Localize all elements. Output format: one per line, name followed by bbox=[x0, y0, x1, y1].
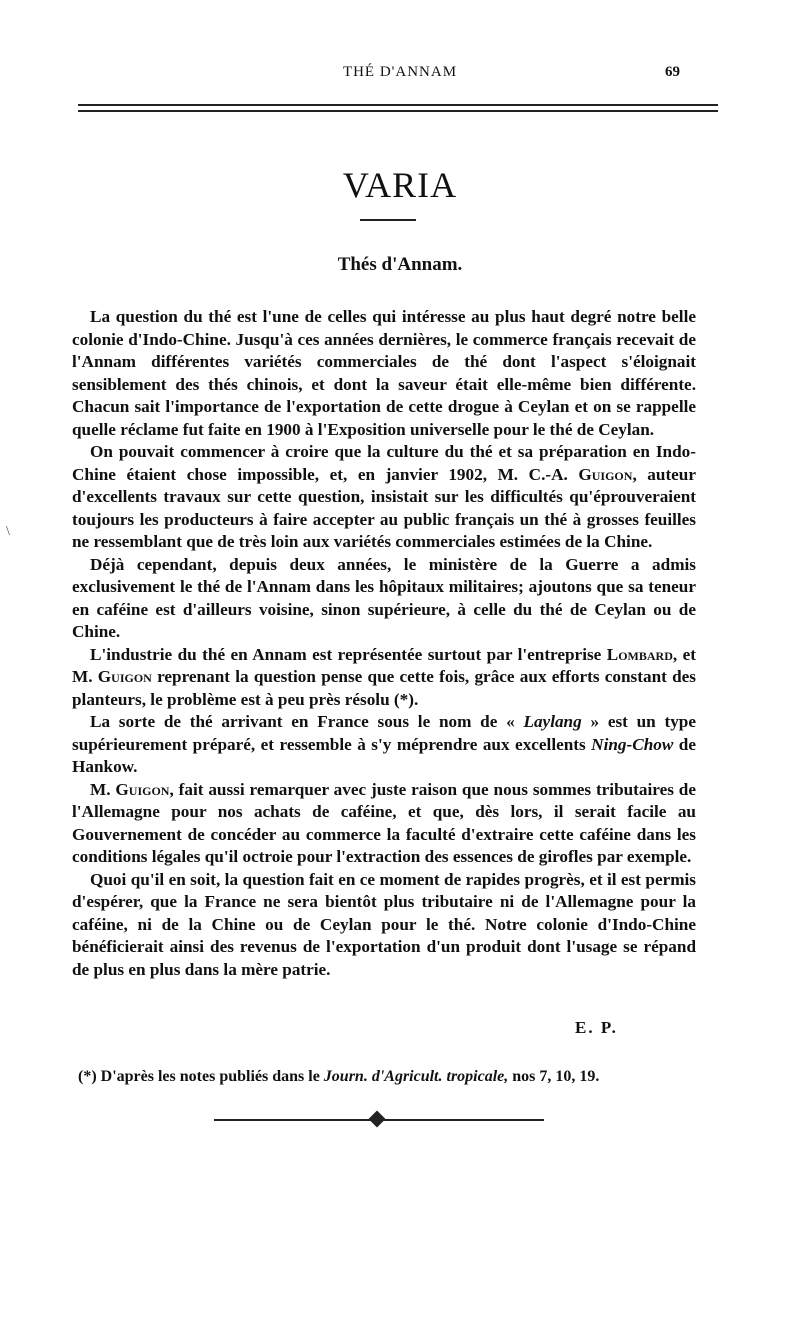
author-name: Guigon bbox=[97, 667, 152, 686]
footnote-marker: (*) bbox=[78, 1068, 97, 1085]
header-rule-top bbox=[78, 104, 718, 106]
paragraph bbox=[72, 306, 696, 441]
paragraph-text: On pouvait commencer à croire que la culture du thé et sa préparation en Indo-Chine étaient chose impossible, et, en janvier 1902, M. C.-A. bbox=[72, 442, 696, 484]
author-name: Guigon bbox=[578, 464, 633, 484]
footnote bbox=[78, 1068, 698, 1086]
diamond-icon bbox=[369, 1111, 386, 1128]
title-rule bbox=[360, 219, 416, 221]
paragraph-text: , auteur d'excellents travaux sur cette question, insistait sur les difficultés qu'éprouveraient toujours les producteurs à faire accepter au public français un thé à grosses feuilles ne ressemblant que de très loin aux variétés commerciales estimées de la Chine. bbox=[72, 464, 696, 551]
tea-variety-name: Laylang bbox=[523, 712, 582, 731]
company-name: Lombard bbox=[606, 644, 673, 664]
paragraph-text: M. bbox=[90, 779, 116, 799]
article-body bbox=[72, 306, 696, 981]
margin-mark: \ bbox=[6, 524, 10, 539]
footnote-numbers: 7, 10, 19. bbox=[535, 1068, 600, 1085]
paragraph-text: Quoi qu'il en soit, la question fait en ce moment de rapides progrès, et il est permis d'espérer, que la France ne sera bientôt plus tributaire ni de l'Allemagne pour la caféine, ni de la Chine ou de Ceylan pour le thé. Notre colonie d'Indo-Chine bénéficierait ainsi des revenus de l'exportation d'un produit dont l'usage se répand de plus en plus dans la mère patrie. bbox=[72, 869, 696, 979]
footnote-text: D'après les notes publiés dans le bbox=[96, 1068, 324, 1085]
page-number: 69 bbox=[665, 64, 680, 80]
signature: E. P. bbox=[575, 1018, 618, 1037]
running-head bbox=[0, 62, 800, 86]
paragraph-text: La sorte de thé arrivant en France sous le nom de « bbox=[90, 712, 524, 731]
paragraph bbox=[72, 441, 696, 554]
paragraph-text: reprenant la question pense que cette fois, grâce aux efforts constant des planteurs, le problème est à peu près résolu (*). bbox=[72, 667, 696, 709]
paragraph-text: La question du thé est l'une de celles qui intéresse au plus haut degré notre belle colonie d'Indo-Chine. Jusqu'à ces années dernières, le commerce français recevait de l'Annam différentes variétés commerciales de thé dont l'aspect s'éloignait sensiblement des thés chinois, et dont la saveur était elle-même bien différente. Chacun sait l'importance de l'exportation de cette drogue à Ceylan et on se rappelle quelle réclame fut faite en 1900 à l'Exposition universelle pour le thé de Ceylan. bbox=[72, 307, 696, 439]
footnote-journal: Journ. d'Agricult. tropicale, bbox=[323, 1068, 509, 1085]
header-double-rule bbox=[78, 104, 718, 116]
paragraph-text: » est un type supérieurement préparé, et ressemble à s'y méprendre aux excellents bbox=[72, 712, 696, 754]
author-name: Guigon bbox=[115, 779, 170, 799]
paragraph-text: Déjà cependant, depuis deux années, le ministère de la Guerre a admis exclusivement le thé de l'Annam dans les hôpitaux militaires; ajoutons que sa teneur en caféine est d'ailleurs voisine, sinon supérieure, à celle du thé de Ceylan ou de Chine. bbox=[72, 554, 696, 641]
paragraph-text: de Hankow. bbox=[72, 734, 696, 776]
article-title: Thés d'Annam. bbox=[337, 254, 463, 275]
paragraph bbox=[72, 779, 696, 869]
paragraph bbox=[72, 554, 696, 644]
header-rule-bottom bbox=[78, 110, 718, 112]
footnote-numbers-label: nos bbox=[508, 1068, 536, 1085]
paragraph bbox=[72, 644, 696, 712]
running-title: THÉ D'ANNAM bbox=[342, 64, 458, 80]
paragraph bbox=[72, 711, 696, 779]
paragraph bbox=[72, 869, 696, 982]
paragraph-text: , et M. bbox=[72, 644, 696, 686]
end-ornament bbox=[214, 1110, 544, 1130]
paragraph-text: L'industrie du thé en Annam est représentée surtout par l'entreprise bbox=[90, 644, 607, 664]
tea-variety-name: Ning-Chow bbox=[591, 734, 674, 754]
paragraph-text: , fait aussi remarquer avec juste raison que nous sommes tributaires de l'Allemagne pour nos achats de caféine, et que, dès lors, il serait facile au Gouvernement de concéder au commerce la faculté d'extraire cette caféine dans les conditions légales qu'il octroie pour l'extraction des essences de girofles par exemple. bbox=[72, 779, 696, 866]
section-title: VARIA bbox=[342, 165, 458, 205]
